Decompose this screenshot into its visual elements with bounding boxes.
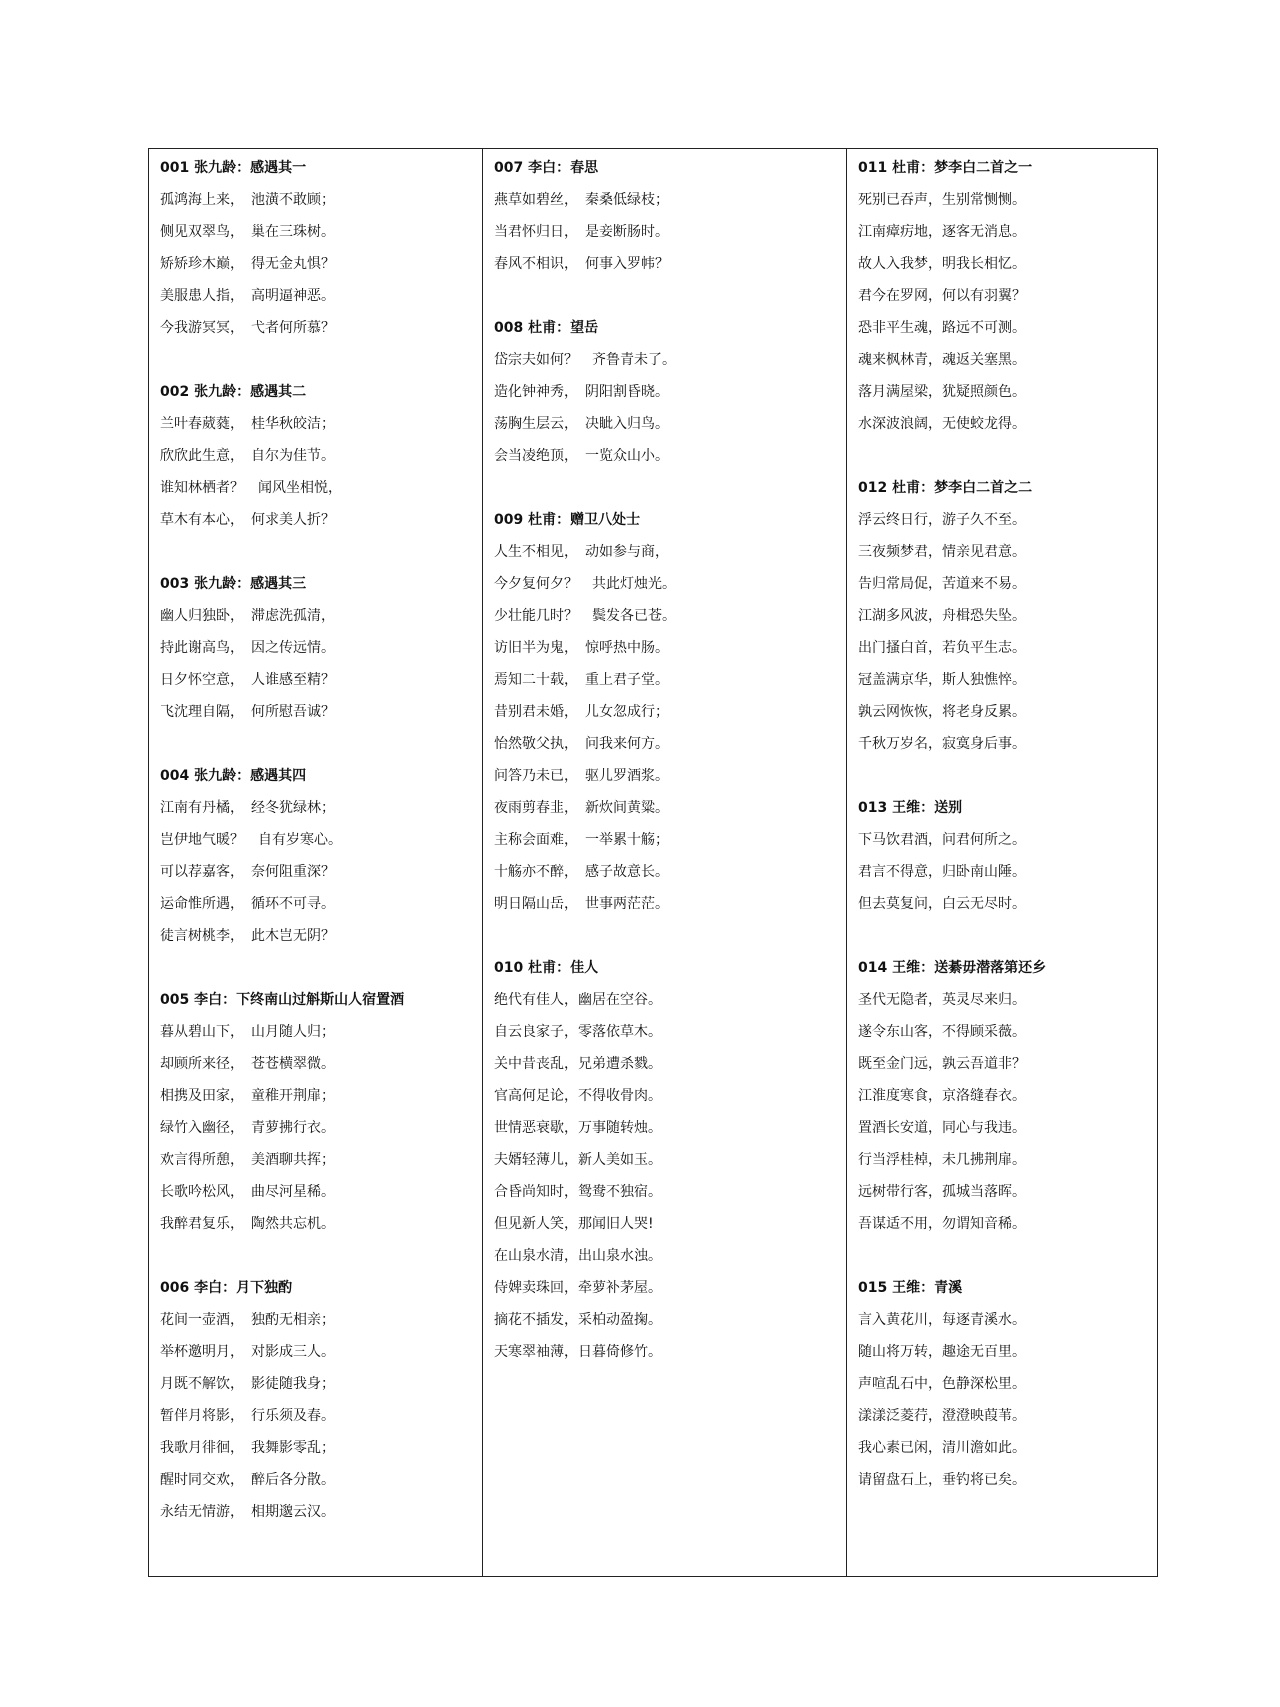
poem-line: 吾谋适不用，勿谓知音稀。	[858, 1216, 1026, 1232]
poem-block	[160, 1272, 476, 1528]
poem-line: 举杯邀明月， 对影成三人。	[160, 1344, 335, 1360]
poem-line: 合昏尚知时，鸳鸯不独宿。	[494, 1184, 662, 1200]
poem-line: 问答乃未已， 驱儿罗酒浆。	[494, 768, 669, 784]
poem-line: 岱宗夫如何？ 齐鲁青未了。	[494, 352, 676, 368]
poem-spacer	[160, 952, 476, 984]
poem-line: 幽人归独卧， 滞虑洗孤清，	[160, 608, 335, 624]
poem-line: 遂令东山客，不得顾采薇。	[858, 1024, 1026, 1040]
poem-line: 置酒长安道，同心与我违。	[858, 1120, 1026, 1136]
poem-title: 006 李白：月下独酌	[160, 1280, 293, 1296]
poem-spacer	[494, 472, 840, 504]
poem-line: 死别已吞声，生别常恻恻。	[858, 192, 1026, 208]
poem-title: 008 杜甫：望岳	[494, 320, 599, 336]
poem-line: 燕草如碧丝， 秦桑低绿枝；	[494, 192, 669, 208]
poem-block	[160, 376, 476, 536]
poem-line: 春风不相识， 何事入罗帏？	[494, 256, 669, 272]
poem-line: 少壮能几时？ 鬓发各已苍。	[494, 608, 676, 624]
poem-title: 012 杜甫：梦李白二首之二	[858, 480, 1033, 496]
poem-line: 故人入我梦，明我长相忆。	[858, 256, 1026, 272]
poem-line: 却顾所来径， 苍苍横翠微。	[160, 1056, 335, 1072]
poem-line: 美服患人指， 高明逼神恶。	[160, 288, 335, 304]
poem-title: 009 杜甫：赠卫八处士	[494, 512, 641, 528]
poem-line: 我歌月徘徊， 我舞影零乱；	[160, 1440, 335, 1456]
poem-line: 落月满屋梁，犹疑照颜色。	[858, 384, 1026, 400]
poem-line: 徒言树桃李， 此木岂无阴？	[160, 928, 335, 944]
poem-spacer	[858, 760, 1152, 792]
poem-line: 月既不解饮， 影徒随我身；	[160, 1376, 335, 1392]
poem-line: 随山将万转，趣途无百里。	[858, 1344, 1026, 1360]
poem-line: 绝代有佳人，幽居在空谷。	[494, 992, 662, 1008]
poem-block	[858, 152, 1152, 440]
poem-block	[160, 152, 476, 344]
poem-block	[160, 568, 476, 728]
poem-line: 欢言得所憩， 美酒聊共挥；	[160, 1152, 335, 1168]
poem-line: 飞沈理自隔， 何所慰吾诚？	[160, 704, 335, 720]
poem-title: 015 王维：青溪	[858, 1280, 963, 1296]
poem-block	[494, 152, 840, 280]
poem-line: 绿竹入幽径， 青萝拂行衣。	[160, 1120, 335, 1136]
poem-spacer	[160, 728, 476, 760]
poem-spacer	[494, 920, 840, 952]
poem-line: 当君怀归日， 是妾断肠时。	[494, 224, 669, 240]
poem-line: 运命惟所遇， 循环不可寻。	[160, 896, 335, 912]
poem-line: 欣欣此生意， 自尔为佳节。	[160, 448, 335, 464]
poem-line: 江湖多风波，舟楫恐失坠。	[858, 608, 1026, 624]
poem-title: 001 张九龄：感遇其一	[160, 160, 307, 176]
poem-block	[494, 504, 840, 920]
poem-line: 千秋万岁名，寂寞身后事。	[858, 736, 1026, 752]
column-divider	[482, 148, 483, 1577]
poem-line: 主称会面难， 一举累十觞；	[494, 832, 669, 848]
poem-line: 暂伴月将影， 行乐须及春。	[160, 1408, 335, 1424]
poem-line: 声喧乱石中，色静深松里。	[858, 1376, 1026, 1392]
poem-block	[494, 312, 840, 472]
poem-line: 出门搔白首，若负平生志。	[858, 640, 1026, 656]
poem-line: 昔别君未婚， 儿女忽成行；	[494, 704, 669, 720]
poem-line: 十觞亦不醉， 感子故意长。	[494, 864, 669, 880]
poem-line: 言入黄花川，每逐青溪水。	[858, 1312, 1026, 1328]
poem-line: 水深波浪阔，无使蛟龙得。	[858, 416, 1026, 432]
poem-spacer	[858, 1240, 1152, 1272]
poem-block	[858, 1272, 1152, 1496]
poem-line: 江南瘴疠地，逐客无消息。	[858, 224, 1026, 240]
poem-title: 010 杜甫：佳人	[494, 960, 599, 976]
poem-block	[858, 472, 1152, 760]
poem-line: 人生不相见， 动如参与商，	[494, 544, 669, 560]
poem-line: 浮云终日行，游子久不至。	[858, 512, 1026, 528]
poem-line: 世情恶衰歇，万事随转烛。	[494, 1120, 662, 1136]
poem-line: 矫矫珍木巅， 得无金丸惧？	[160, 256, 335, 272]
poem-line: 今我游冥冥， 弋者何所慕？	[160, 320, 335, 336]
poem-line: 访旧半为鬼， 惊呼热中肠。	[494, 640, 669, 656]
poem-line: 可以荐嘉客， 奈何阻重深？	[160, 864, 335, 880]
poem-line: 魂来枫林青，魂返关塞黑。	[858, 352, 1026, 368]
poem-title: 004 张九龄：感遇其四	[160, 768, 307, 784]
poem-line: 孤鸿海上来， 池潢不敢顾；	[160, 192, 335, 208]
poem-title: 005 李白：下终南山过斛斯山人宿置酒	[160, 992, 405, 1008]
poem-line: 永结无情游， 相期邈云汉。	[160, 1504, 335, 1520]
poem-line: 我心素已闲，清川澹如此。	[858, 1440, 1026, 1456]
poem-line: 怡然敬父执， 问我来何方。	[494, 736, 669, 752]
poem-line: 下马饮君酒，问君何所之。	[858, 832, 1026, 848]
poem-line: 兰叶春葳蕤， 桂华秋皎洁；	[160, 416, 335, 432]
poem-line: 君言不得意，归卧南山陲。	[858, 864, 1026, 880]
poem-line: 但见新人笑，那闻旧人哭!	[494, 1216, 654, 1232]
poem-line: 请留盘石上，垂钓将已矣。	[858, 1472, 1026, 1488]
poem-line: 孰云网恢恢，将老身反累。	[858, 704, 1026, 720]
poem-block	[160, 760, 476, 952]
poem-line: 三夜频梦君，情亲见君意。	[858, 544, 1026, 560]
poem-line: 醒时同交欢， 醉后各分散。	[160, 1472, 335, 1488]
poem-line: 在山泉水清，出山泉水浊。	[494, 1248, 662, 1264]
poem-spacer	[494, 280, 840, 312]
poem-spacer	[160, 536, 476, 568]
poem-line: 相携及田家， 童稚开荆扉；	[160, 1088, 335, 1104]
poem-line: 君今在罗网，何以有羽翼？	[858, 288, 1026, 304]
poem-line: 花间一壶酒， 独酌无相亲；	[160, 1312, 335, 1328]
poem-line: 持此谢高鸟， 因之传远情。	[160, 640, 335, 656]
poem-title: 002 张九龄：感遇其二	[160, 384, 307, 400]
poem-title: 011 杜甫：梦李白二首之一	[858, 160, 1033, 176]
poem-line: 日夕怀空意， 人谁感至精？	[160, 672, 335, 688]
poem-block	[858, 952, 1152, 1240]
poem-line: 冠盖满京华，斯人独憔悴。	[858, 672, 1026, 688]
poem-line: 行当浮桂棹，未几拂荆扉。	[858, 1152, 1026, 1168]
poem-title: 003 张九龄：感遇其三	[160, 576, 307, 592]
poem-line: 暮从碧山下， 山月随人归；	[160, 1024, 335, 1040]
column-divider	[846, 148, 847, 1577]
poem-line: 摘花不插发，采柏动盈掬。	[494, 1312, 662, 1328]
poem-line: 明日隔山岳， 世事两茫茫。	[494, 896, 669, 912]
poem-line: 今夕复何夕？ 共此灯烛光。	[494, 576, 676, 592]
column-2	[494, 152, 840, 1368]
poem-block	[494, 952, 840, 1368]
poem-line: 谁知林栖者？ 闻风坐相悦，	[160, 480, 342, 496]
poem-line: 自云良家子，零落依草木。	[494, 1024, 662, 1040]
poem-line: 会当凌绝顶， 一览众山小。	[494, 448, 669, 464]
poem-line: 天寒翠袖薄，日暮倚修竹。	[494, 1344, 662, 1360]
poem-line: 远树带行客，孤城当落晖。	[858, 1184, 1026, 1200]
poem-line: 夜雨剪春韭， 新炊间黄粱。	[494, 800, 669, 816]
poem-line: 恐非平生魂，路远不可测。	[858, 320, 1026, 336]
poem-line: 但去莫复问，白云无尽时。	[858, 896, 1026, 912]
poem-line: 荡胸生层云， 决眦入归鸟。	[494, 416, 669, 432]
poem-spacer	[858, 440, 1152, 472]
poem-line: 侧见双翠鸟， 巢在三珠树。	[160, 224, 335, 240]
poem-line: 我醉君复乐， 陶然共忘机。	[160, 1216, 335, 1232]
poem-line: 江南有丹橘， 经冬犹绿林；	[160, 800, 335, 816]
poem-line: 造化钟神秀， 阴阳割昏晓。	[494, 384, 669, 400]
poem-line: 岂伊地气暖？ 自有岁寒心。	[160, 832, 342, 848]
poem-line: 漾漾泛菱荇，澄澄映葭苇。	[858, 1408, 1026, 1424]
poem-spacer	[160, 344, 476, 376]
poem-line: 焉知二十载， 重上君子堂。	[494, 672, 669, 688]
poem-line: 既至金门远，孰云吾道非？	[858, 1056, 1026, 1072]
poem-line: 告归常局促，苦道来不易。	[858, 576, 1026, 592]
column-1	[160, 152, 476, 1528]
poem-spacer	[160, 1240, 476, 1272]
poem-spacer	[858, 920, 1152, 952]
poem-block	[160, 984, 476, 1240]
poem-title: 014 王维：送綦毋潜落第还乡	[858, 960, 1047, 976]
poem-line: 草木有本心， 何求美人折？	[160, 512, 335, 528]
poem-line: 夫婿轻薄儿，新人美如玉。	[494, 1152, 662, 1168]
poem-line: 侍婢卖珠回，牵萝补茅屋。	[494, 1280, 662, 1296]
poem-line: 长歌吟松风， 曲尽河星稀。	[160, 1184, 335, 1200]
column-3	[858, 152, 1152, 1496]
poem-line: 江淮度寒食，京洛缝春衣。	[858, 1088, 1026, 1104]
poem-title: 007 李白：春思	[494, 160, 599, 176]
poem-block	[858, 792, 1152, 920]
poem-line: 圣代无隐者，英灵尽来归。	[858, 992, 1026, 1008]
poem-title: 013 王维：送别	[858, 800, 963, 816]
poem-line: 官高何足论，不得收骨肉。	[494, 1088, 662, 1104]
poem-line: 关中昔丧乱，兄弟遭杀戮。	[494, 1056, 662, 1072]
